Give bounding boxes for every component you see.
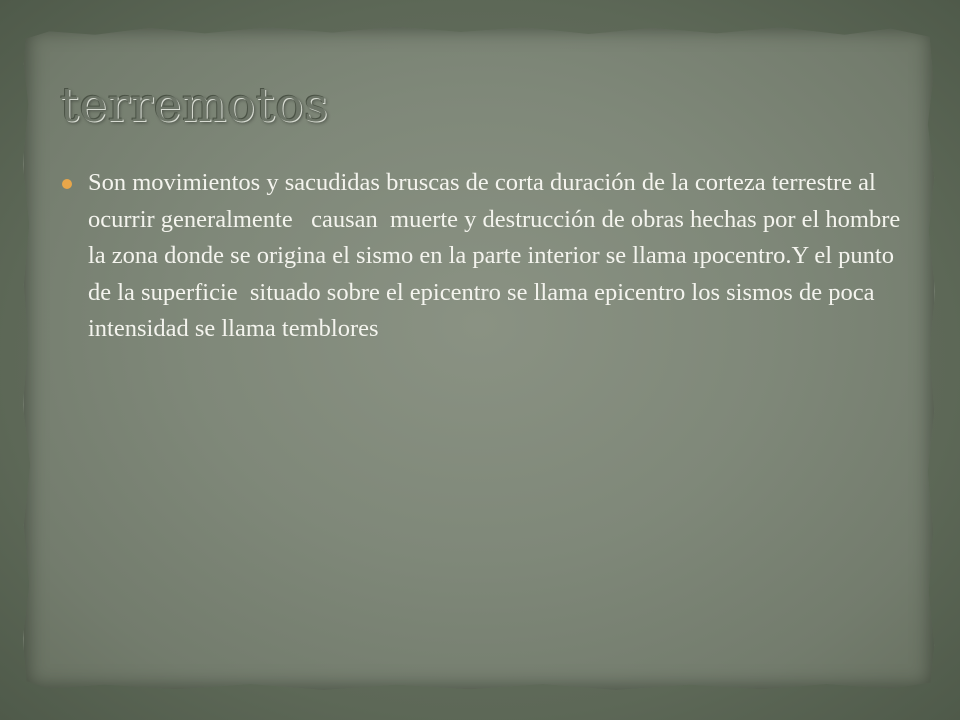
bullet-item [62,165,922,348]
slide-title: terremotos [60,78,329,133]
bullet-list [62,165,922,348]
bullet-text: Son movimientos y sacudidas bruscas de corta duración de la corteza terrestre al ocurrir generalmente causan muerte y destrucción de obras hechas por el hombre la zona donde se origina el sismo en la parte interior se llama ıpocentro.Y el punto de la superficie situado sobre el epicentro se llama epicentro los sismos de poca intensidad se llama temblores [88,169,907,342]
bullet-dot-icon [62,179,72,189]
